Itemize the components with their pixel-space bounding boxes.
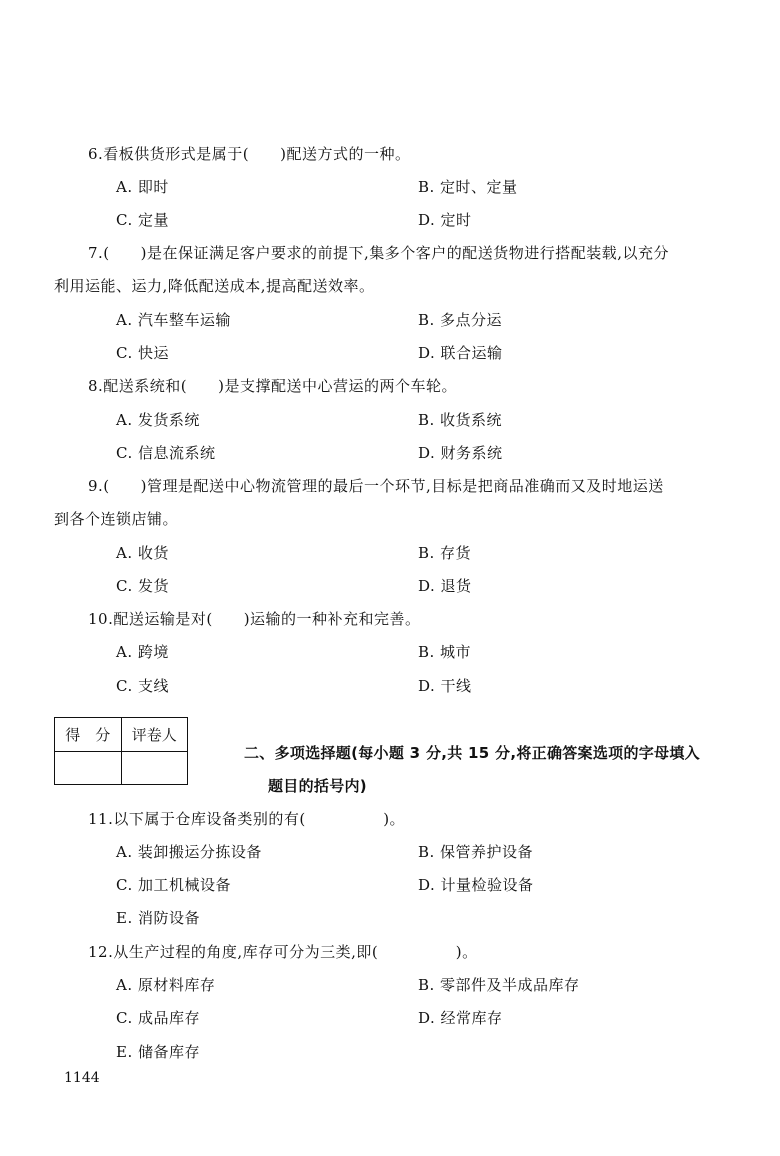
page-number: 1144 [64, 1070, 100, 1086]
section-2-heading-line1: 二、多项选择题(每小题 3 分,共 15 分,将正确答案选项的字母填入 [244, 744, 700, 762]
question-11-option-a: A. 装卸搬运分拣设备 [116, 843, 262, 861]
question-6-stem: 6.看板供货形式是属于( )配送方式的一种。 [88, 145, 411, 163]
question-10-option-a: A. 跨境 [116, 643, 169, 661]
question-11-stem: 11.以下属于仓库设备类别的有( )。 [88, 810, 406, 828]
question-6-option-d: D. 定时 [418, 211, 472, 229]
grader-header: 评卷人 [121, 718, 188, 752]
question-9-option-b: B. 存货 [418, 544, 472, 562]
question-9-stem-line1: 9.( )管理是配送中心物流管理的最后一个环节,目标是把商品准确而又及时地运送 [88, 477, 664, 495]
question-9-option-c: C. 发货 [116, 577, 169, 595]
question-11-option-b: B. 保管养护设备 [418, 843, 534, 861]
question-7-option-a: A. 汽车整车运输 [116, 311, 231, 329]
grader-cell[interactable] [121, 752, 188, 785]
question-10-option-b: B. 城市 [418, 643, 472, 661]
question-8-option-b: B. 收货系统 [418, 411, 503, 429]
question-7-option-b: B. 多点分运 [418, 311, 503, 329]
question-6-option-b: B. 定时、定量 [418, 178, 518, 196]
question-12-option-c: C. 成品库存 [116, 1009, 200, 1027]
question-8-option-a: A. 发货系统 [116, 411, 200, 429]
score-cell[interactable] [55, 752, 122, 785]
section-2-heading-line2: 题目的括号内) [268, 777, 367, 795]
question-9-option-a: A. 收货 [116, 544, 169, 562]
question-6-option-c: C. 定量 [116, 211, 169, 229]
question-12-option-b: B. 零部件及半成品库存 [418, 976, 580, 994]
question-11-option-c: C. 加工机械设备 [116, 876, 231, 894]
question-12-stem: 12.从生产过程的角度,库存可分为三类,即( )。 [88, 943, 478, 961]
question-10-option-d: D. 干线 [418, 677, 472, 695]
question-12-option-a: A. 原材料库存 [116, 976, 216, 994]
score-table [54, 717, 188, 785]
question-7-stem-line2: 利用运能、运力,降低配送成本,提高配送效率。 [54, 277, 375, 295]
question-11-option-d: D. 计量检验设备 [418, 876, 534, 894]
question-10-option-c: C. 支线 [116, 677, 169, 695]
question-11-option-e: E. 消防设备 [116, 909, 200, 927]
question-6-option-a: A. 即时 [116, 178, 169, 196]
question-8-stem: 8.配送系统和( )是支撑配送中心营运的两个车轮。 [88, 377, 458, 395]
question-7-option-c: C. 快运 [116, 344, 169, 362]
score-header: 得 分 [55, 718, 122, 752]
question-12-option-d: D. 经常库存 [418, 1009, 503, 1027]
question-9-stem-line2: 到各个连锁店铺。 [54, 510, 179, 528]
question-9-option-d: D. 退货 [418, 577, 472, 595]
question-12-option-e: E. 储备库存 [116, 1043, 200, 1061]
question-10-stem: 10.配送运输是对( )运输的一种补充和完善。 [88, 610, 421, 628]
question-8-option-d: D. 财务系统 [418, 444, 503, 462]
question-7-option-d: D. 联合运输 [418, 344, 503, 362]
question-7-stem-line1: 7.( )是在保证满足客户要求的前提下,集多个客户的配送货物进行搭配装载,以充分 [88, 244, 670, 262]
question-8-option-c: C. 信息流系统 [116, 444, 216, 462]
